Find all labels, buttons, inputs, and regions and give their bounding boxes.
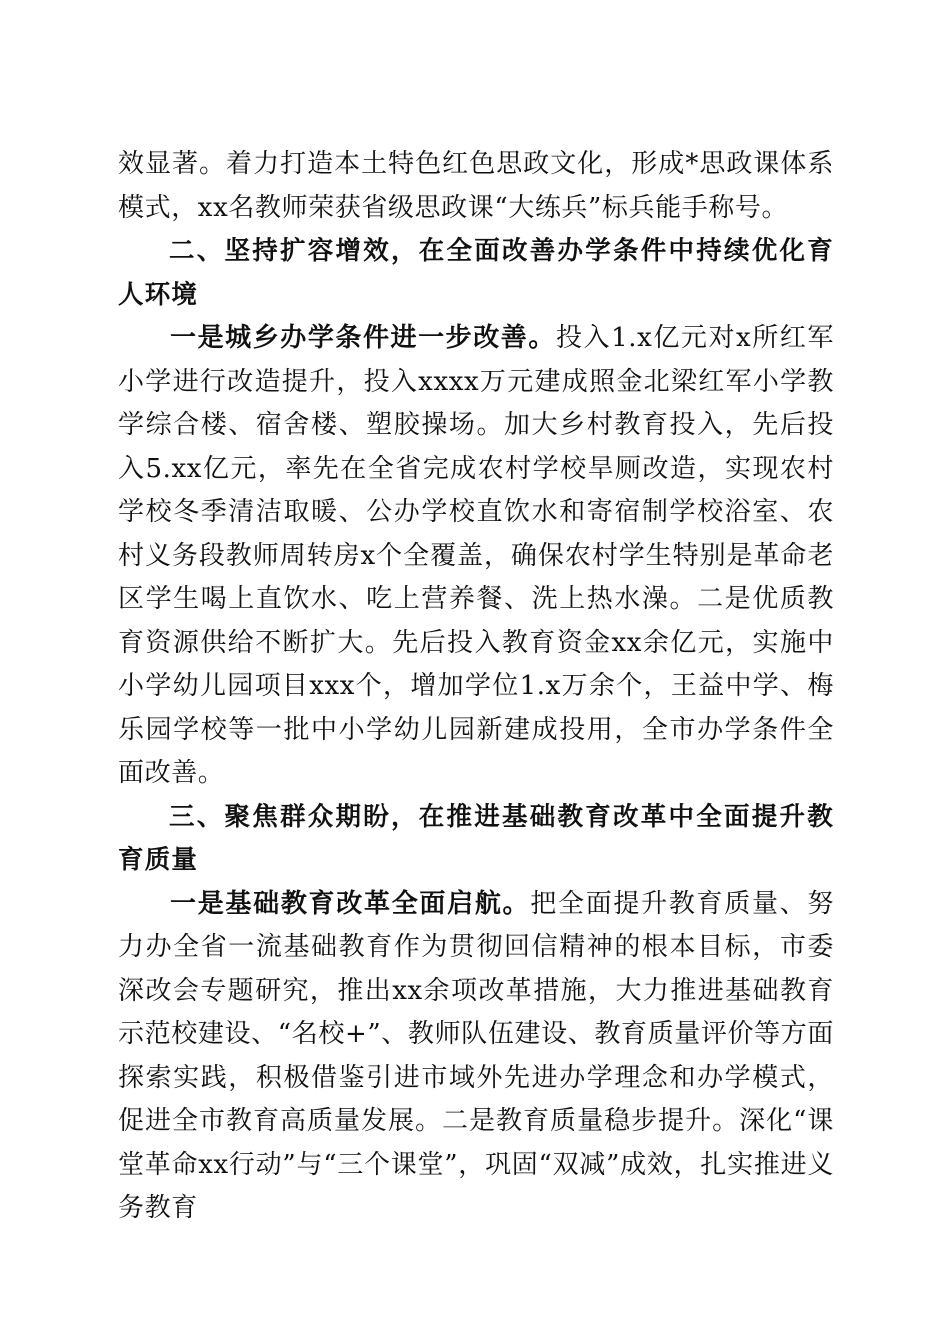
paragraph-body-text: 投入1.x亿元对x所红军小学进行改造提升，投入xxxx万元建成照金北梁红军小学教学综合楼、宿舍楼、塑胶操场。加大乡村教育投入，先后投入5.xx亿元，率先在全省完成农村学校旱厕改造，实现农村学校冬季清洁取暖、公办学校直饮水和寄宿制学校浴室、农村义务段教师周转房x个全覆盖，确保农村学生特别是革命老区学生喝上直饮水、吃上营养餐、洗上热水澡。二是优质教育资源供给不断扩大。先后投入教育资金xx余亿元，实施中小学幼儿园项目xxx个，增加学位1.x万余个，王益中学、梅乐园学校等一批中小学幼儿园新建成投用，全市办学条件全面改善。: [118, 323, 835, 788]
document-body: [118, 143, 834, 1231]
section-heading-3: 三、聚焦群众期盼，在推进基础教育改革中全面提升教育质量: [118, 801, 834, 875]
paragraph-lead-sentence: 一是基础教育改革全面启航。: [170, 888, 531, 919]
paragraph-section-3: [118, 883, 834, 1231]
paragraph-body-text: 把全面提升教育质量、努力办全省一流基础教育作为贯彻回信精神的根本目标，市委深改会专题研究，推出xx余项改革措施，大力推进基础教育示范校建设、“名校+”、教师队伍建设、教育质量评价等方面探索实践，积极借鉴引进市域外先进办学理念和办学模式，促进全市教育高质量发展。二是教育质量稳步提升。深化“课堂革命xx行动”与“三个课堂”，巩固“双减”成效，扎实推进义务教育: [118, 888, 834, 1223]
paragraph-continued: 效显著。着力打造本土特色红色思政文化，形成*思政课体系模式，xx名教师荣获省级思政课“大练兵”标兵能手称号。: [118, 149, 834, 223]
section-heading-2: 二、坚持扩容增效，在全面改善办学条件中持续优化育人环境: [118, 236, 834, 310]
paragraph-lead-sentence: 一是城乡办学条件进一步改善。: [170, 323, 556, 353]
paragraph-section-2: [118, 317, 834, 796]
